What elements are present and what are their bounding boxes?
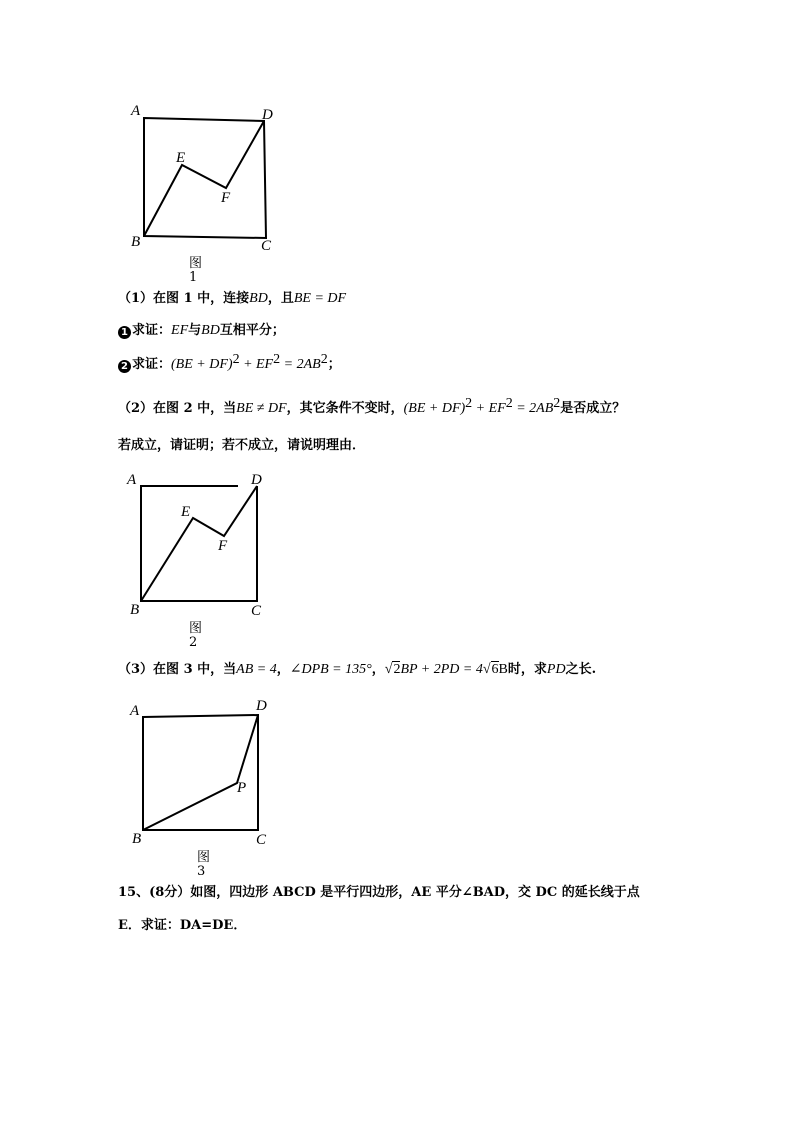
item-number-1: 1	[118, 326, 131, 339]
problem15-line2: E．求证：DA=DE．	[118, 918, 247, 933]
fig2-label-c: C	[251, 603, 262, 619]
part1-item2: 2 求证：$(BE + DF)^2 + EF^2 = 2AB^2$；	[118, 356, 341, 374]
fig1-label-e: E	[176, 150, 186, 166]
part2-line2: 若成立，请证明；若不成立，请说明理由．	[118, 438, 366, 453]
fig3-label-a: A	[130, 703, 140, 719]
fig2-label-a: A	[127, 472, 137, 488]
fig3-caption: 图 3	[197, 850, 211, 879]
fig1-label-a: A	[131, 103, 141, 119]
fig3-label-p: P	[237, 780, 247, 796]
fig1-caption: 图 1	[189, 256, 203, 285]
fig3-label-c: C	[256, 832, 267, 848]
fig1-label-c: C	[261, 238, 272, 254]
fig1-label-f: F	[221, 190, 231, 206]
fig3-label-d: D	[256, 698, 267, 714]
fig2-label-b: B	[130, 602, 140, 618]
part1-item1: 1 求证：EF与BD互相平分；	[118, 322, 285, 340]
fig1-label-d: D	[262, 107, 273, 123]
fig2-label-d: D	[251, 472, 262, 488]
problem15-line1: 15、(8分）如图，四边形 ABCD 是平行四边形，AE 平分∠BAD，交 DC 的延长线于点	[118, 885, 640, 900]
fig3-label-b: B	[132, 831, 142, 847]
part3-line: （3）在图 3 中，当AB = 4，∠DPB = 135°，√2BP + 2PD = 4√6B时，求PD之长.	[118, 662, 597, 677]
fig1-label-b: B	[131, 234, 141, 250]
fig2-label-e: E	[181, 504, 191, 520]
part1-line: （1）在图 1 中，连接BD，且BE = DF	[118, 291, 347, 306]
fig2-caption: 图 2	[189, 621, 203, 650]
item-number-2: 2	[118, 360, 131, 373]
fig2-label-f: F	[218, 538, 228, 554]
part2-line1: （2）在图 2 中，当BE ≠ DF，其它条件不变时，$(BE + DF)^2 + EF^2 = 2AB^2$是否成立？	[118, 396, 626, 416]
